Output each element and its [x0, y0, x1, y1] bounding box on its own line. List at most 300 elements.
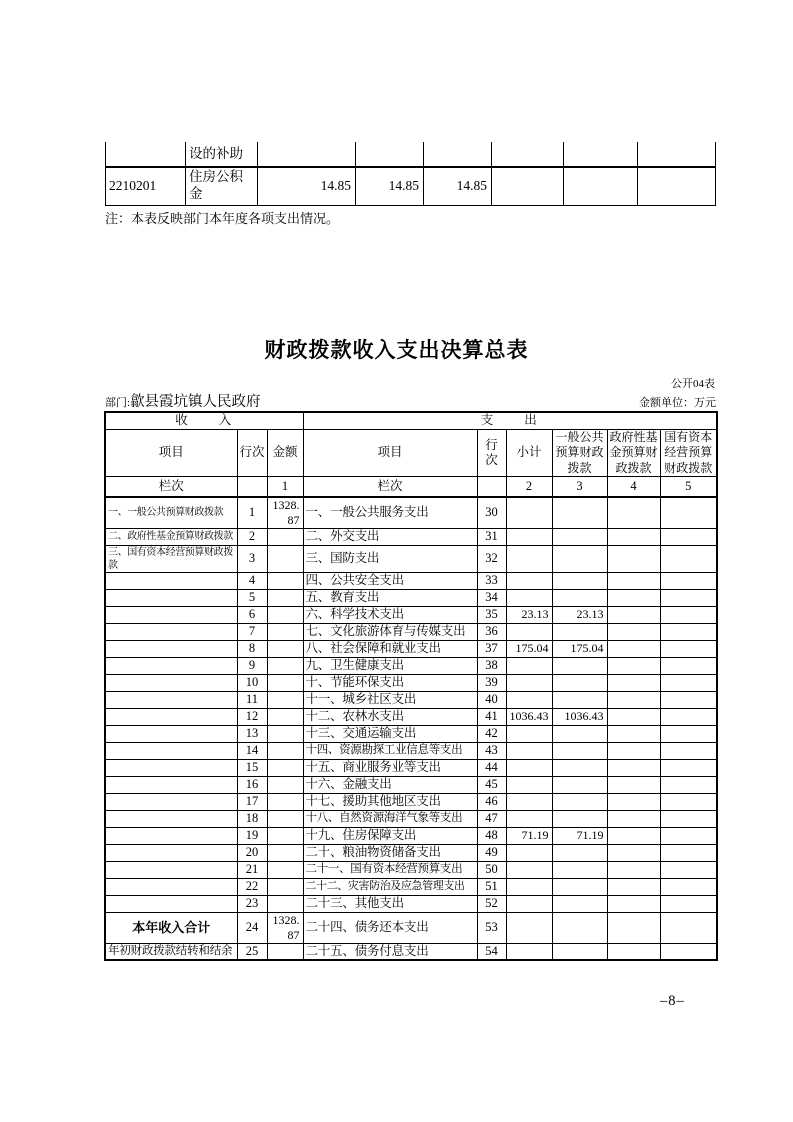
- subtotal-cell: [506, 878, 552, 895]
- budget-table-row: [105, 895, 717, 912]
- expense-line-no-cell: 42: [477, 725, 506, 742]
- income-amount-cell: [267, 776, 303, 793]
- gov-fund-budget-cell: [607, 861, 660, 878]
- income-item-cell: [105, 793, 237, 810]
- income-line-no-cell: 12: [237, 708, 267, 725]
- state-capital-cell: [660, 776, 717, 793]
- subject-name-cell: 设的补助: [186, 142, 258, 167]
- gov-fund-budget-cell: [607, 623, 660, 640]
- gov-fund-budget-cell: [607, 844, 660, 861]
- expense-line-no-cell: 40: [477, 691, 506, 708]
- expense-line-no-cell: 36: [477, 623, 506, 640]
- gov-fund-budget-cell: [607, 742, 660, 759]
- amount-unit-label: 金额单位：万元: [639, 397, 716, 409]
- income-amount-cell: [267, 691, 303, 708]
- income-item-cell: [105, 810, 237, 827]
- income-item-cell: [105, 878, 237, 895]
- general-budget-header: 一般公共预算财政拨款: [552, 429, 607, 477]
- subtotal-cell: [506, 589, 552, 606]
- expense-line-no-cell: 52: [477, 895, 506, 912]
- state-capital-cell: [660, 827, 717, 844]
- lanci-label: 栏次: [105, 477, 237, 497]
- state-capital-budget-header: 国有资本经营预算财政拨款: [660, 429, 717, 477]
- income-item-cell: [105, 742, 237, 759]
- income-item-cell: [105, 776, 237, 793]
- income-line-no-cell: 17: [237, 793, 267, 810]
- income-amount-cell: [267, 878, 303, 895]
- expense-item-cell: 十二、农林水支出: [303, 708, 477, 725]
- page-number: –8–: [660, 993, 685, 1009]
- subtotal-cell: [506, 572, 552, 589]
- state-capital-cell: [660, 912, 717, 943]
- income-item-cell: 本年收入合计: [105, 912, 237, 943]
- expense-line-no-cell: 54: [477, 943, 506, 960]
- subtotal-cell: [506, 861, 552, 878]
- budget-table-row: [105, 912, 717, 943]
- income-amount-cell: [267, 674, 303, 691]
- empty-cell: [237, 477, 267, 497]
- income-item-cell: [105, 725, 237, 742]
- department-value: 歙县霞坑镇人民政府: [130, 394, 261, 410]
- income-item-cell: [105, 572, 237, 589]
- expense-item-cell: 二十、粮油物资储备支出: [303, 844, 477, 861]
- subtotal-cell: [506, 691, 552, 708]
- expense-line-no-cell: 44: [477, 759, 506, 776]
- income-item-cell: 一、一般公共预算财政拨款: [105, 497, 237, 529]
- expenditure-fragment-table: [105, 142, 716, 206]
- state-capital-cell: [660, 759, 717, 776]
- subtotal-cell: [506, 776, 552, 793]
- budget-table-body: [105, 497, 717, 961]
- budget-table-row: [105, 528, 717, 545]
- general-budget-cell: [552, 943, 607, 960]
- general-budget-cell: [552, 623, 607, 640]
- general-budget-cell: [552, 691, 607, 708]
- income-amount-cell: [267, 572, 303, 589]
- subtotal-cell: 23.13: [506, 606, 552, 623]
- expense-item-cell: 一、一般公共服务支出: [303, 497, 477, 529]
- state-capital-cell: [660, 895, 717, 912]
- income-item-cell: [105, 708, 237, 725]
- income-amount-cell: [267, 623, 303, 640]
- income-line-no-cell: 16: [237, 776, 267, 793]
- expense-item-cell: 十五、商业服务业等支出: [303, 759, 477, 776]
- state-capital-cell: [660, 528, 717, 545]
- table-note: 注：本表反映部门本年度各项支出情况。: [105, 211, 340, 226]
- value-cell: [492, 167, 564, 205]
- budget-table-row: [105, 943, 717, 960]
- report-title: 财政拨款收入支出决算总表: [264, 339, 529, 362]
- state-capital-cell: [660, 878, 717, 895]
- income-line-no-cell: 19: [237, 827, 267, 844]
- state-capital-cell: [660, 725, 717, 742]
- expense-line-no-cell: 51: [477, 878, 506, 895]
- column-header-row: [105, 429, 717, 477]
- expense-line-no-cell: 38: [477, 657, 506, 674]
- expense-line-no-cell: 46: [477, 793, 506, 810]
- value-cell: [424, 142, 492, 167]
- expense-line-no-cell: 49: [477, 844, 506, 861]
- budget-table-row: [105, 759, 717, 776]
- general-budget-cell: [552, 572, 607, 589]
- value-cell: [638, 167, 716, 205]
- expense-item-cell: 五、教育支出: [303, 589, 477, 606]
- income-line-no-cell: 22: [237, 878, 267, 895]
- expense-line-header: 行次: [477, 429, 506, 477]
- gov-fund-budget-cell: [607, 691, 660, 708]
- income-amount-cell: [267, 827, 303, 844]
- value-cell: 14.85: [424, 167, 492, 205]
- general-budget-cell: [552, 912, 607, 943]
- income-line-no-cell: 11: [237, 691, 267, 708]
- expense-line-no-cell: 43: [477, 742, 506, 759]
- expense-section-header: 支 出: [303, 412, 717, 429]
- income-line-no-cell: 24: [237, 912, 267, 943]
- section-header-row: [105, 412, 717, 429]
- income-amount-cell: [267, 844, 303, 861]
- state-capital-cell: [660, 589, 717, 606]
- lanci-label: 栏次: [303, 477, 477, 497]
- value-cell: [638, 142, 716, 167]
- expense-item-cell: 七、文化旅游体育与传媒支出: [303, 623, 477, 640]
- column-number: 4: [607, 477, 660, 497]
- subtotal-cell: [506, 759, 552, 776]
- gov-fund-budget-cell: [607, 640, 660, 657]
- general-budget-cell: 1036.43: [552, 708, 607, 725]
- subject-code-cell: 2210201: [106, 167, 186, 205]
- income-amount-cell: [267, 640, 303, 657]
- general-budget-cell: [552, 497, 607, 529]
- income-item-cell: 三、国有资本经营预算财政拨款: [105, 545, 237, 572]
- income-line-no-cell: 4: [237, 572, 267, 589]
- income-line-no-cell: 14: [237, 742, 267, 759]
- state-capital-cell: [660, 623, 717, 640]
- income-amount-cell: [267, 657, 303, 674]
- income-amount-cell: [267, 793, 303, 810]
- general-budget-cell: [552, 725, 607, 742]
- expense-line-no-cell: 35: [477, 606, 506, 623]
- expense-item-cell: 二十四、债务还本支出: [303, 912, 477, 943]
- subtotal-cell: [506, 793, 552, 810]
- expense-line-no-cell: 45: [477, 776, 506, 793]
- department-name: [105, 390, 261, 411]
- income-amount-cell: [267, 861, 303, 878]
- state-capital-cell: [660, 640, 717, 657]
- gov-fund-budget-cell: [607, 793, 660, 810]
- income-line-no-cell: 10: [237, 674, 267, 691]
- gov-fund-budget-cell: [607, 497, 660, 529]
- state-capital-cell: [660, 810, 717, 827]
- expense-item-cell: 十三、交通运输支出: [303, 725, 477, 742]
- state-capital-cell: [660, 545, 717, 572]
- budget-table-row: [105, 497, 717, 529]
- budget-table-row: [105, 725, 717, 742]
- gov-fund-budget-cell: [607, 528, 660, 545]
- expense-line-no-cell: 31: [477, 528, 506, 545]
- income-line-header: 行次: [237, 429, 267, 477]
- income-item-cell: [105, 861, 237, 878]
- subtotal-cell: [506, 943, 552, 960]
- subtotal-cell: 1036.43: [506, 708, 552, 725]
- gov-fund-budget-cell: [607, 776, 660, 793]
- gov-fund-budget-cell: [607, 708, 660, 725]
- subtotal-cell: [506, 623, 552, 640]
- general-budget-cell: [552, 742, 607, 759]
- income-line-no-cell: 2: [237, 528, 267, 545]
- subtotal-cell: [506, 810, 552, 827]
- income-amount-cell: 1328.87: [267, 497, 303, 529]
- general-budget-cell: 23.13: [552, 606, 607, 623]
- budget-table-row: [105, 827, 717, 844]
- budget-table-row: [105, 844, 717, 861]
- value-cell: [564, 167, 638, 205]
- budget-table-row: [105, 545, 717, 572]
- empty-cell: [477, 477, 506, 497]
- budget-table-row: [105, 674, 717, 691]
- subtotal-cell: [506, 844, 552, 861]
- income-item-cell: [105, 827, 237, 844]
- table-row: [106, 142, 716, 167]
- state-capital-cell: [660, 844, 717, 861]
- state-capital-cell: [660, 674, 717, 691]
- budget-table-row: [105, 810, 717, 827]
- value-cell: 14.85: [258, 167, 356, 205]
- value-cell: [356, 142, 424, 167]
- income-amount-cell: 1328.87: [267, 912, 303, 943]
- expense-line-no-cell: 39: [477, 674, 506, 691]
- income-line-no-cell: 18: [237, 810, 267, 827]
- expense-item-cell: 二十五、债务付息支出: [303, 943, 477, 960]
- budget-table-row: [105, 572, 717, 589]
- expense-item-cell: 二十二、灾害防治及应急管理支出: [303, 878, 477, 895]
- column-number: 1: [267, 477, 303, 497]
- general-budget-cell: [552, 759, 607, 776]
- income-section-header: 收 入: [105, 412, 303, 429]
- general-budget-cell: [552, 861, 607, 878]
- expense-line-no-cell: 37: [477, 640, 506, 657]
- expense-item-cell: 九、卫生健康支出: [303, 657, 477, 674]
- subtotal-cell: [506, 674, 552, 691]
- expense-line-no-cell: 50: [477, 861, 506, 878]
- budget-table-row: [105, 708, 717, 725]
- expense-line-no-cell: 53: [477, 912, 506, 943]
- general-budget-cell: [552, 878, 607, 895]
- general-budget-cell: [552, 589, 607, 606]
- gov-fund-budget-cell: [607, 657, 660, 674]
- budget-table-row: [105, 640, 717, 657]
- income-item-cell: [105, 691, 237, 708]
- expense-item-cell: 十四、资源勘探工业信息等支出: [303, 742, 477, 759]
- general-budget-cell: 175.04: [552, 640, 607, 657]
- expense-line-no-cell: 48: [477, 827, 506, 844]
- value-cell: [258, 142, 356, 167]
- income-item-cell: [105, 895, 237, 912]
- subtotal-cell: [506, 742, 552, 759]
- expense-item-cell: 十一、城乡社区支出: [303, 691, 477, 708]
- state-capital-cell: [660, 943, 717, 960]
- budget-table-row: [105, 623, 717, 640]
- income-line-no-cell: 6: [237, 606, 267, 623]
- expense-item-cell: 十八、自然资源海洋气象等支出: [303, 810, 477, 827]
- subtotal-cell: [506, 545, 552, 572]
- income-item-header: 项目: [105, 429, 237, 477]
- department-label: 部门:: [105, 397, 131, 409]
- income-item-cell: [105, 606, 237, 623]
- expense-line-no-cell: 32: [477, 545, 506, 572]
- column-number: 5: [660, 477, 717, 497]
- gov-fund-budget-cell: [607, 759, 660, 776]
- income-item-cell: [105, 759, 237, 776]
- income-line-no-cell: 1: [237, 497, 267, 529]
- subject-name-cell: 住房公积金: [186, 167, 258, 205]
- expense-line-no-cell: 33: [477, 572, 506, 589]
- column-number: 3: [552, 477, 607, 497]
- general-budget-cell: 71.19: [552, 827, 607, 844]
- gov-fund-budget-cell: [607, 895, 660, 912]
- expense-item-cell: 十六、金融支出: [303, 776, 477, 793]
- column-number: 2: [506, 477, 552, 497]
- income-amount-cell: [267, 589, 303, 606]
- income-amount-cell: [267, 725, 303, 742]
- income-amount-header: 金额: [267, 429, 303, 477]
- budget-table-row: [105, 691, 717, 708]
- budget-table-row: [105, 793, 717, 810]
- income-amount-cell: [267, 606, 303, 623]
- income-line-no-cell: 8: [237, 640, 267, 657]
- general-budget-cell: [552, 776, 607, 793]
- income-amount-cell: [267, 528, 303, 545]
- expense-line-no-cell: 34: [477, 589, 506, 606]
- state-capital-cell: [660, 691, 717, 708]
- budget-table-row: [105, 861, 717, 878]
- income-amount-cell: [267, 708, 303, 725]
- income-item-cell: [105, 657, 237, 674]
- meta-line: [104, 390, 716, 411]
- table-code-label: 公开04表: [671, 378, 715, 390]
- budget-table-row: [105, 606, 717, 623]
- income-line-no-cell: 15: [237, 759, 267, 776]
- general-budget-cell: [552, 545, 607, 572]
- subtotal-cell: [506, 725, 552, 742]
- income-item-cell: [105, 844, 237, 861]
- subtotal-cell: 71.19: [506, 827, 552, 844]
- state-capital-cell: [660, 572, 717, 589]
- general-budget-cell: [552, 793, 607, 810]
- general-budget-cell: [552, 844, 607, 861]
- value-cell: [564, 142, 638, 167]
- gov-fund-budget-cell: [607, 725, 660, 742]
- income-line-no-cell: 23: [237, 895, 267, 912]
- budget-table-row: [105, 776, 717, 793]
- state-capital-cell: [660, 708, 717, 725]
- income-amount-cell: [267, 742, 303, 759]
- gov-fund-budget-cell: [607, 589, 660, 606]
- expense-item-cell: 二十三、其他支出: [303, 895, 477, 912]
- gov-fund-budget-header: 政府性基金预算财政拨款: [607, 429, 660, 477]
- gov-fund-budget-cell: [607, 827, 660, 844]
- income-item-cell: 二、政府性基金预算财政拨款: [105, 528, 237, 545]
- expense-item-cell: 二、外交支出: [303, 528, 477, 545]
- subtotal-cell: [506, 895, 552, 912]
- general-budget-cell: [552, 528, 607, 545]
- income-item-cell: [105, 623, 237, 640]
- income-line-no-cell: 7: [237, 623, 267, 640]
- gov-fund-budget-cell: [607, 545, 660, 572]
- budget-summary-table: [104, 411, 718, 961]
- table-row: [106, 167, 716, 205]
- subtotal-cell: [506, 497, 552, 529]
- budget-table-row: [105, 742, 717, 759]
- expense-item-header: 项目: [303, 429, 477, 477]
- expense-item-cell: 三、国防支出: [303, 545, 477, 572]
- state-capital-cell: [660, 742, 717, 759]
- expense-line-no-cell: 47: [477, 810, 506, 827]
- gov-fund-budget-cell: [607, 606, 660, 623]
- expense-item-cell: 二十一、国有资本经营预算支出: [303, 861, 477, 878]
- state-capital-cell: [660, 606, 717, 623]
- income-item-cell: 年初财政拨款结转和结余: [105, 943, 237, 960]
- income-item-cell: [105, 589, 237, 606]
- gov-fund-budget-cell: [607, 943, 660, 960]
- income-amount-cell: [267, 943, 303, 960]
- general-budget-cell: [552, 657, 607, 674]
- gov-fund-budget-cell: [607, 572, 660, 589]
- general-budget-cell: [552, 674, 607, 691]
- gov-fund-budget-cell: [607, 912, 660, 943]
- state-capital-cell: [660, 793, 717, 810]
- gov-fund-budget-cell: [607, 810, 660, 827]
- income-line-no-cell: 20: [237, 844, 267, 861]
- income-line-no-cell: 9: [237, 657, 267, 674]
- income-line-no-cell: 13: [237, 725, 267, 742]
- expense-item-cell: 六、科学技术支出: [303, 606, 477, 623]
- budget-table-row: [105, 878, 717, 895]
- budget-table-row: [105, 657, 717, 674]
- subtotal-cell: 175.04: [506, 640, 552, 657]
- column-number-row: [105, 477, 717, 497]
- state-capital-cell: [660, 657, 717, 674]
- expense-item-cell: 八、社会保障和就业支出: [303, 640, 477, 657]
- subtotal-cell: [506, 912, 552, 943]
- state-capital-cell: [660, 497, 717, 529]
- expense-item-cell: 十、节能环保支出: [303, 674, 477, 691]
- income-line-no-cell: 5: [237, 589, 267, 606]
- expense-line-no-cell: 30: [477, 497, 506, 529]
- income-item-cell: [105, 640, 237, 657]
- expense-item-cell: 四、公共安全支出: [303, 572, 477, 589]
- state-capital-cell: [660, 861, 717, 878]
- gov-fund-budget-cell: [607, 878, 660, 895]
- income-amount-cell: [267, 759, 303, 776]
- income-amount-cell: [267, 545, 303, 572]
- income-line-no-cell: 21: [237, 861, 267, 878]
- expense-line-no-cell: 41: [477, 708, 506, 725]
- income-amount-cell: [267, 895, 303, 912]
- value-cell: [492, 142, 564, 167]
- expense-item-cell: 十七、援助其他地区支出: [303, 793, 477, 810]
- income-line-no-cell: 3: [237, 545, 267, 572]
- gov-fund-budget-cell: [607, 674, 660, 691]
- subtotal-cell: [506, 528, 552, 545]
- value-cell: 14.85: [356, 167, 424, 205]
- subject-code-cell: [106, 142, 186, 167]
- subtotal-cell: [506, 657, 552, 674]
- income-amount-cell: [267, 810, 303, 827]
- general-budget-cell: [552, 810, 607, 827]
- subtotal-header: 小计: [506, 429, 552, 477]
- budget-table-row: [105, 589, 717, 606]
- income-line-no-cell: 25: [237, 943, 267, 960]
